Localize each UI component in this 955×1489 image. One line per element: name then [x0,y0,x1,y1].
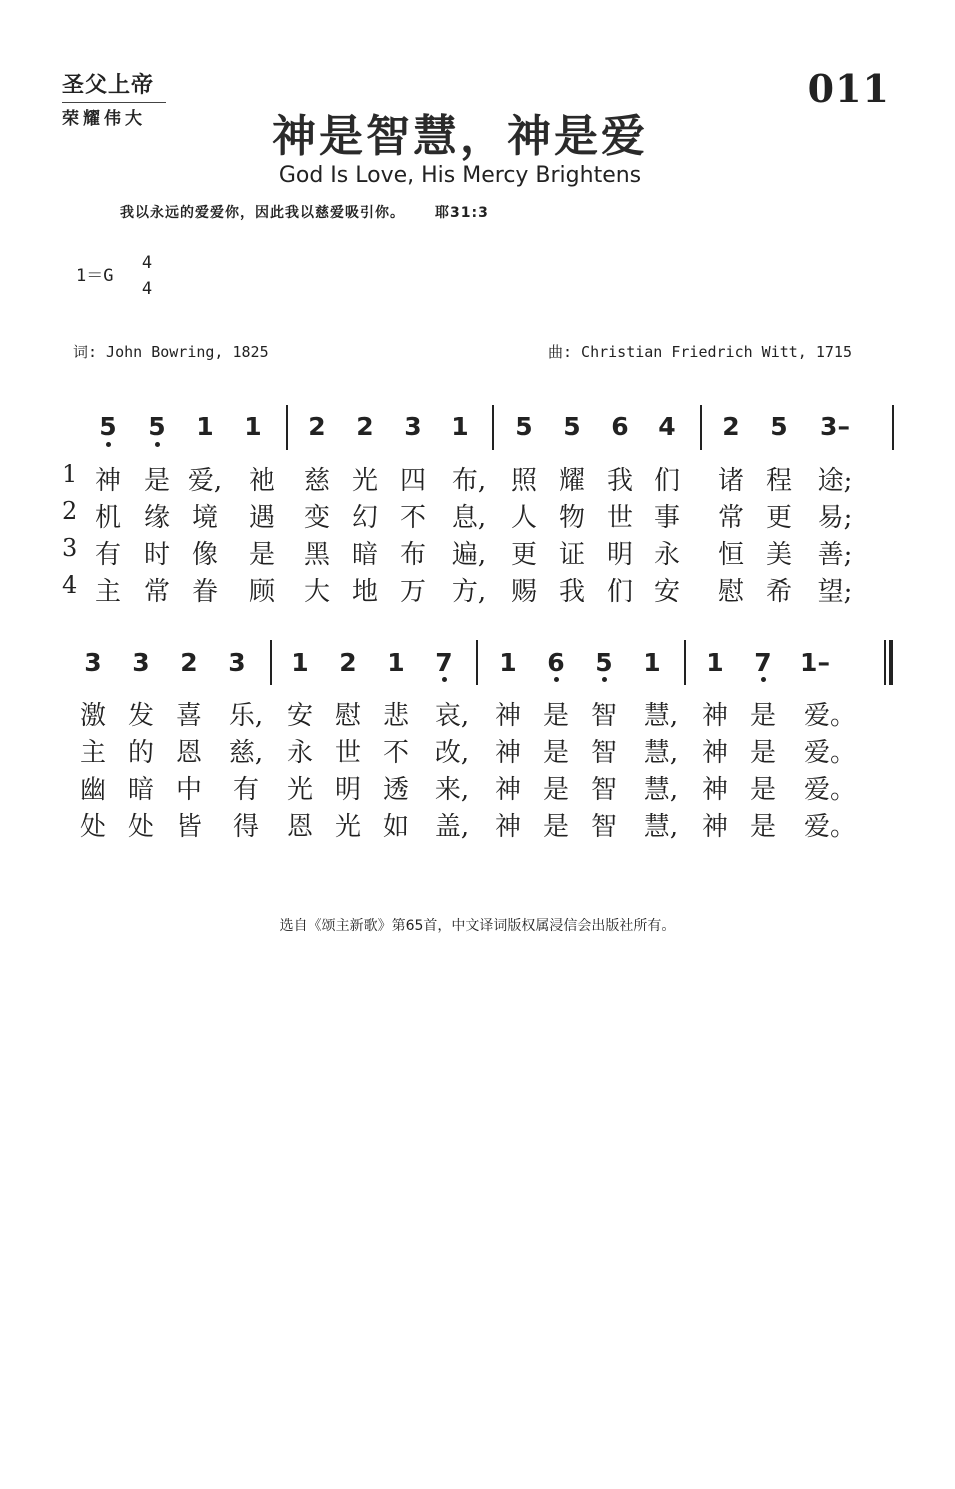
lyric-syllable: 我 [606,466,633,496]
lyric-syllable: 乐, [228,701,264,731]
note-digit: 6 [547,648,565,677]
lyric-syllable: 是 [749,738,776,768]
note-digit: 3 [228,648,246,677]
lyric-syllable: 神 [701,812,728,842]
lyric-syllable: 缘 [143,503,170,533]
lyric-syllable: 改, [434,738,470,768]
note [169,648,209,677]
lyric-syllable: 爱。 [804,775,857,805]
note [121,648,161,677]
lyric-syllable: 幽 [79,775,106,805]
lyric-syllable: 神 [701,701,728,731]
lyric-syllable: 像 [191,540,218,570]
lyric-syllable: 变 [303,503,330,533]
lyric-syllable: 地 [351,577,378,607]
bar-line [684,640,686,685]
lyric-syllable: 神 [701,738,728,768]
lyric-syllable: 是 [749,812,776,842]
note-digit: 5 [515,412,533,441]
lyric-syllable: 的 [127,738,154,768]
note-digit: 5 [148,412,166,441]
octave-dot-low [554,677,559,682]
lyric-syllable: 皆 [175,812,202,842]
lyric-syllable: 恒 [717,540,744,570]
note [424,648,464,677]
lyric-syllable: 悲 [382,701,409,731]
note [88,412,128,441]
verse-number: 2 [62,497,78,525]
final-bar-thin [884,640,886,685]
lyric-syllable: 境 [191,503,218,533]
lyric-syllable: 如 [382,812,409,842]
lyric-syllable: 光 [351,466,378,496]
lyric-syllable: 耀 [558,466,585,496]
lyric-syllable: 是 [542,738,569,768]
note [297,412,337,441]
note-digit: 5 [563,412,581,441]
lyric-syllable: 主 [79,738,106,768]
lyric-syllable: 赐 [510,577,537,607]
hymn-title: 神是智慧，神是爱 [272,111,648,162]
note-digit: 5 [99,412,117,441]
note [488,648,528,677]
lyric-syllable: 证 [558,540,585,570]
lyric-syllable: 发 [127,701,154,731]
note [233,412,273,441]
note-digit: 1 [499,648,517,677]
note-digit: 1 [706,648,724,677]
note-digit: 1 [451,412,469,441]
hymn-number: 011 [807,66,890,111]
lyric-syllable: 主 [94,577,121,607]
lyric-syllable: 永 [286,738,313,768]
lyric-syllable: 神 [94,466,121,496]
lyric-syllable: 神 [494,812,521,842]
lyric-syllable: 更 [510,540,537,570]
note-digit: 3 [132,648,150,677]
bar-line [476,640,478,685]
note [328,648,368,677]
note-digit: 7 [435,648,453,677]
lyric-syllable: 爱。 [804,812,857,842]
lyric-syllable: 是 [542,701,569,731]
meter-top: 4 [141,253,153,273]
lyric-syllable: 激 [79,701,106,731]
lyric-syllable: 布 [399,540,426,570]
note-digit: 5 [770,412,788,441]
lyric-syllable: 易; [817,503,853,533]
note [815,412,855,441]
lyric-syllable: 程 [765,466,792,496]
lyric-syllable: 照 [510,466,537,496]
note-digit: 2 [356,412,374,441]
lyric-syllable: 大 [303,577,330,607]
meter-bottom: 4 [141,279,153,299]
lyric-syllable: 智 [590,812,617,842]
note [711,412,751,441]
lyric-syllable: 恩 [175,738,202,768]
lyric-syllable: 万 [399,577,426,607]
lyric-syllable: 不 [382,738,409,768]
octave-dot-low [602,677,607,682]
bar-line [700,405,702,450]
lyric-syllable: 善; [817,540,853,570]
note-digit: 4 [658,412,676,441]
lyric-syllable: 黑 [303,540,330,570]
lyric-syllable: 安 [286,701,313,731]
note [600,412,640,441]
lyric-syllable: 神 [494,775,521,805]
lyric-syllable: 暗 [351,540,378,570]
lyric-syllable: 慰 [334,701,361,731]
lyric-syllable: 是 [749,775,776,805]
lyric-syllable: 常 [717,503,744,533]
lyric-syllable: 机 [94,503,121,533]
lyric-syllable: 遍, [451,540,487,570]
lyric-syllable: 有 [232,775,259,805]
key-signature: 1＝G [76,266,114,286]
note [759,412,799,441]
lyric-syllable: 不 [399,503,426,533]
lyricist-credit: 词: John Bowring, 1825 [73,343,269,361]
lyric-syllable: 是 [248,540,275,570]
lyric-syllable: 美 [765,540,792,570]
lyric-syllable: 慧, [643,701,679,731]
lyric-syllable: 事 [653,503,680,533]
note-digit: 7 [754,648,772,677]
note [137,412,177,441]
lyric-syllable: 是 [749,701,776,731]
lyric-syllable: 处 [79,812,106,842]
lyric-syllable: 透 [382,775,409,805]
note [393,412,433,441]
note [647,412,687,441]
lyric-syllable: 途; [817,466,853,496]
lyric-syllable: 光 [286,775,313,805]
lyric-syllable: 常 [143,577,170,607]
hymn-english-title: God Is Love, His Mercy Brightens [278,163,642,188]
note-digit: 3– [820,412,850,441]
lyric-syllable: 更 [765,503,792,533]
lyric-syllable: 布, [451,466,487,496]
lyric-syllable: 爱。 [804,738,857,768]
scripture-text: 我以永远的爱爱你，因此我以慈爱吸引你。 [120,205,405,221]
lyric-syllable: 是 [542,775,569,805]
note [504,412,544,441]
note [743,648,783,677]
lyric-syllable: 慧, [643,812,679,842]
lyric-syllable: 息, [451,503,487,533]
lyric-syllable: 祂 [248,466,275,496]
lyric-syllable: 眷 [191,577,218,607]
lyric-syllable: 盖, [434,812,470,842]
section-label [62,70,166,131]
note-digit: 3 [404,412,422,441]
note-digit: 2 [722,412,740,441]
lyric-syllable: 时 [143,540,170,570]
bar-line [286,405,288,450]
note [552,412,592,441]
lyric-syllable: 来, [434,775,470,805]
lyric-syllable: 爱。 [804,701,857,731]
lyric-syllable: 方, [451,577,487,607]
lyric-syllable: 物 [558,503,585,533]
note [376,648,416,677]
lyric-syllable: 智 [590,701,617,731]
note [73,648,113,677]
lyric-syllable: 慧, [643,738,679,768]
section-main-title: 圣父上帝 [62,72,155,98]
note-digit: 1 [643,648,661,677]
note [440,412,480,441]
lyric-syllable: 希 [765,577,792,607]
octave-dot-low [106,442,111,447]
time-signature [137,250,157,302]
note-digit: 2 [308,412,326,441]
lyric-syllable: 中 [175,775,202,805]
note-digit: 2 [339,648,357,677]
lyric-syllable: 永 [653,540,680,570]
note [536,648,576,677]
verse-number: 3 [62,534,78,562]
note-digit: 5 [595,648,613,677]
lyric-syllable: 神 [494,738,521,768]
lyric-syllable: 神 [701,775,728,805]
note-digit: 1 [387,648,405,677]
lyric-syllable: 慧, [643,775,679,805]
lyric-syllable: 望; [817,577,853,607]
lyric-syllable: 处 [127,812,154,842]
lyric-syllable: 恩 [286,812,313,842]
lyric-syllable: 神 [494,701,521,731]
note [795,648,835,677]
octave-dot-low [442,677,447,682]
lyric-syllable: 爱, [187,466,223,496]
note [280,648,320,677]
lyric-syllable: 顾 [248,577,275,607]
note-digit: 3 [84,648,102,677]
verse-number: 4 [62,571,78,599]
composer-credit: 曲: Christian Friedrich Witt, 1715 [548,343,852,361]
note [345,412,385,441]
lyric-syllable: 世 [334,738,361,768]
lyric-syllable: 光 [334,812,361,842]
lyric-syllable: 我 [558,577,585,607]
lyric-syllable: 们 [653,466,680,496]
scripture-ref: 耶31:3 [435,205,489,221]
lyric-syllable: 得 [232,812,259,842]
verse-number: 1 [62,460,78,488]
section-divider [62,102,166,103]
lyric-syllable: 是 [542,812,569,842]
bar-line [270,640,272,685]
lyric-syllable: 慰 [717,577,744,607]
section-subtitle: 荣耀伟大 [62,109,146,129]
note [632,648,672,677]
copyright-footer: 选自《颂主新歌》第65首，中文译词版权属浸信会出版社所有。 [279,918,676,934]
lyric-syllable: 是 [143,466,170,496]
lyric-syllable: 们 [606,577,633,607]
bar-line [892,405,894,450]
lyric-syllable: 遇 [248,503,275,533]
note-digit: 2 [180,648,198,677]
lyric-syllable: 幻 [351,503,378,533]
lyric-syllable: 四 [399,466,426,496]
note-digit: 1 [291,648,309,677]
scripture-verse [120,202,820,222]
lyric-syllable: 慈 [303,466,330,496]
bar-line [492,405,494,450]
note-digit: 1– [800,648,830,677]
final-bar-thick [889,640,893,685]
note [185,412,225,441]
note-digit: 1 [196,412,214,441]
lyric-syllable: 有 [94,540,121,570]
lyric-syllable: 明 [606,540,633,570]
lyric-syllable: 明 [334,775,361,805]
lyric-syllable: 喜 [175,701,202,731]
note [584,648,624,677]
lyric-syllable: 人 [510,503,537,533]
octave-dot-low [761,677,766,682]
note-digit: 1 [244,412,262,441]
note [695,648,735,677]
octave-dot-low [155,442,160,447]
lyric-syllable: 智 [590,775,617,805]
lyric-syllable: 诸 [717,466,744,496]
lyric-syllable: 暗 [127,775,154,805]
note-digit: 6 [611,412,629,441]
lyric-syllable: 安 [653,577,680,607]
lyric-syllable: 慈, [228,738,264,768]
lyric-syllable: 哀, [434,701,470,731]
lyric-syllable: 智 [590,738,617,768]
lyric-syllable: 世 [606,503,633,533]
note [217,648,257,677]
